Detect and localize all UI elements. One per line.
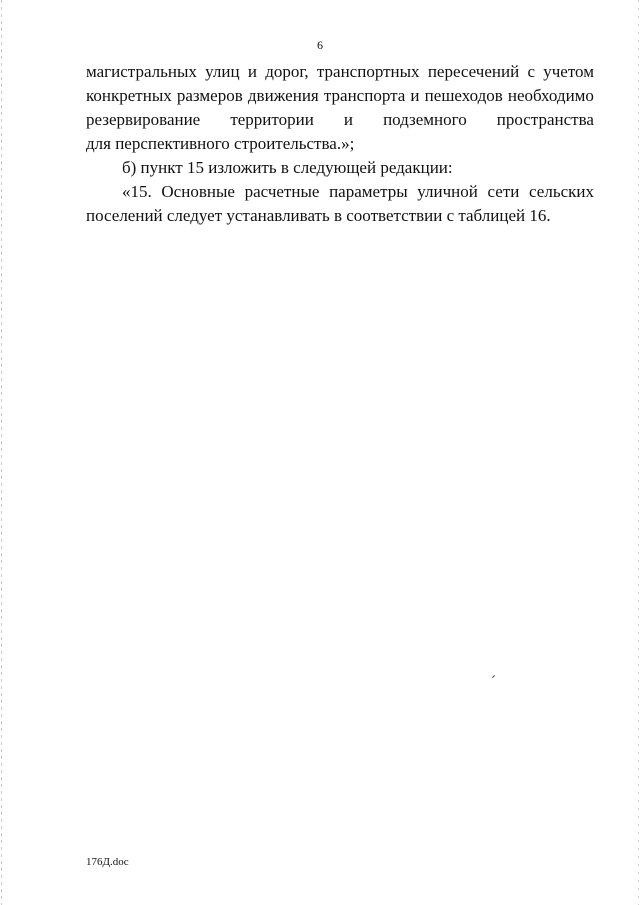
word: необходимо — [507, 86, 594, 105]
word: подземного — [383, 110, 467, 129]
word: конкретных — [86, 86, 172, 105]
text-line-2 — [86, 84, 594, 108]
word: резервирование — [86, 110, 201, 129]
body-text — [86, 60, 594, 228]
word: пространства — [496, 110, 594, 129]
word: транспорта — [323, 86, 406, 105]
word: и — [343, 110, 353, 129]
word: Основные — [161, 182, 235, 201]
scan-edge-left — [1, 0, 2, 905]
footer-file-name: 176Д.doc — [86, 856, 129, 868]
word: пешеходов — [424, 86, 503, 105]
scan-edge-right — [638, 0, 639, 905]
word: транспортных — [316, 62, 420, 81]
word: уличной — [417, 182, 478, 201]
word: сети — [487, 182, 520, 201]
word: магистральных — [86, 62, 197, 81]
word: улиц — [205, 62, 240, 81]
text-line-1 — [86, 60, 594, 84]
text-line-4: для перспективного строительства.»; — [86, 134, 355, 153]
text-line-3 — [86, 108, 594, 132]
word: расчетные — [244, 182, 320, 201]
text-line-5: б) пункт 15 изложить в следующей редакции: — [122, 158, 453, 177]
word: движения — [247, 86, 319, 105]
page-number: 6 — [317, 38, 323, 52]
word: сельских — [529, 182, 594, 201]
text-line-6 — [86, 180, 594, 204]
scan-speck — [492, 675, 495, 678]
text-line-7: поселений следует устанавливать в соответствии с таблицей 16. — [86, 206, 551, 225]
word: дорог, — [265, 62, 309, 81]
word: «15. — [122, 182, 152, 201]
word: территории — [230, 110, 314, 129]
word: размеров — [176, 86, 243, 105]
word: пересечений — [427, 62, 520, 81]
word: учетом — [543, 62, 594, 81]
word: и — [247, 62, 257, 81]
word: и — [410, 86, 420, 105]
word: с — [527, 62, 535, 81]
word: параметры — [329, 182, 408, 201]
